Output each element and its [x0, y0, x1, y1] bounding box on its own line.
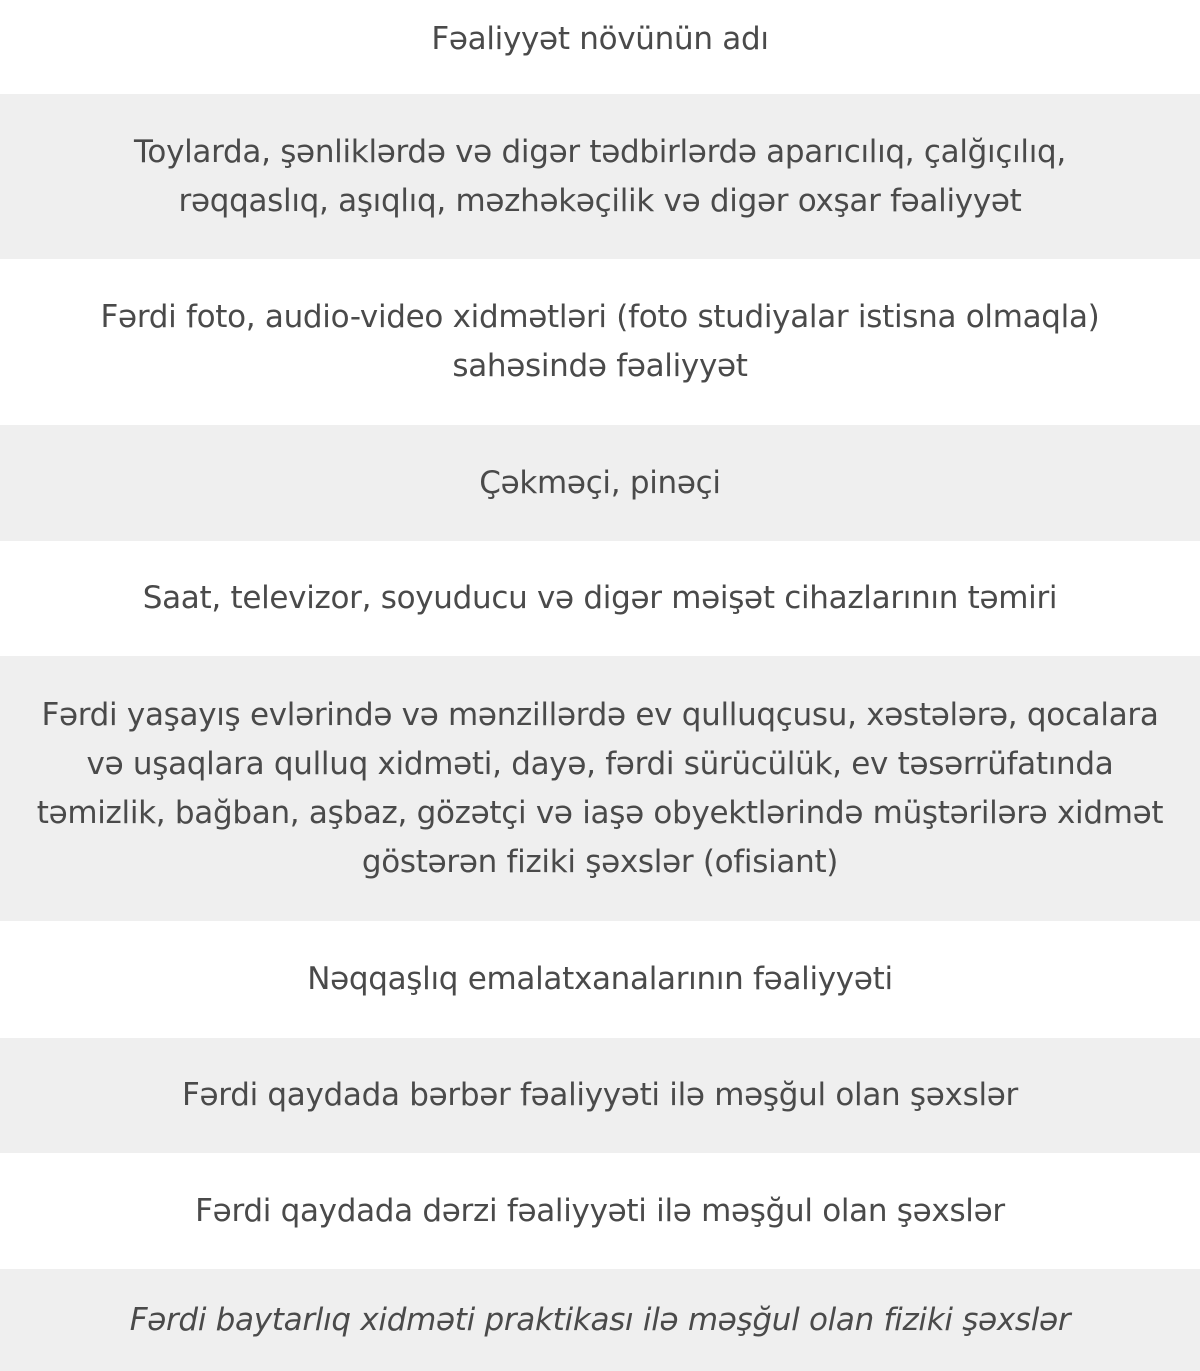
table-cell: Çəkməçi, pinəçi [479, 464, 721, 501]
table-cell: Fərdi qaydada dərzi fəaliyyəti ilə məşğul olan şəxslər [195, 1192, 1005, 1229]
table-cell: Fərdi qaydada bərbər fəaliyyəti ilə məşğul olan şəxslər [181, 1077, 1018, 1113]
table-header [0, 0, 1200, 78]
table-cell: Saat, televizor, soyuducu və digər məişət cihazlarının təmiri [142, 580, 1058, 616]
header-cell: Fəaliyyət növünün adı [431, 20, 769, 57]
table-row [0, 259, 1200, 425]
table-cell: Toylarda, şənliklərdə və digər tədbirlərdə aparıcılıq, çalğıçılıq, rəqqaslıq, aşıqlıq, məzhəkəçilik və digər oxşar fəaliyyət [134, 133, 1066, 219]
table-row [0, 94, 1200, 259]
table-row [0, 425, 1200, 541]
table-row [0, 1269, 1200, 1371]
table-cell: Fərdi foto, audio-video xidmətləri (foto studiyalar istisna olmaqla) sahəsində fəaliyyət [100, 299, 1100, 384]
spacer [0, 78, 1200, 94]
table-row [0, 1153, 1200, 1269]
table-row [0, 656, 1200, 921]
table-row [0, 541, 1200, 656]
table-cell: Nəqqaşlıq emalatxanalarının fəaliyyəti [307, 961, 893, 997]
table-row [0, 1038, 1200, 1153]
table-cell: Fərdi baytarlıq xidməti praktikası ilə məşğul olan fiziki şəxslər [129, 1301, 1071, 1338]
table-row [0, 921, 1200, 1038]
table-cell: Fərdi yaşayış evlərində və mənzillərdə ev qulluqçusu, xəstələrə, qocalara və uşaqlara qulluq xidməti, dayə, fərdi sürücülük, ev təsərrüfatında təmizlik, bağban, aşbaz, gözətçi və iaşə obyektlərində müştərilərə xidmət göstərən fiziki şəxslər (ofisiant) [36, 696, 1164, 880]
